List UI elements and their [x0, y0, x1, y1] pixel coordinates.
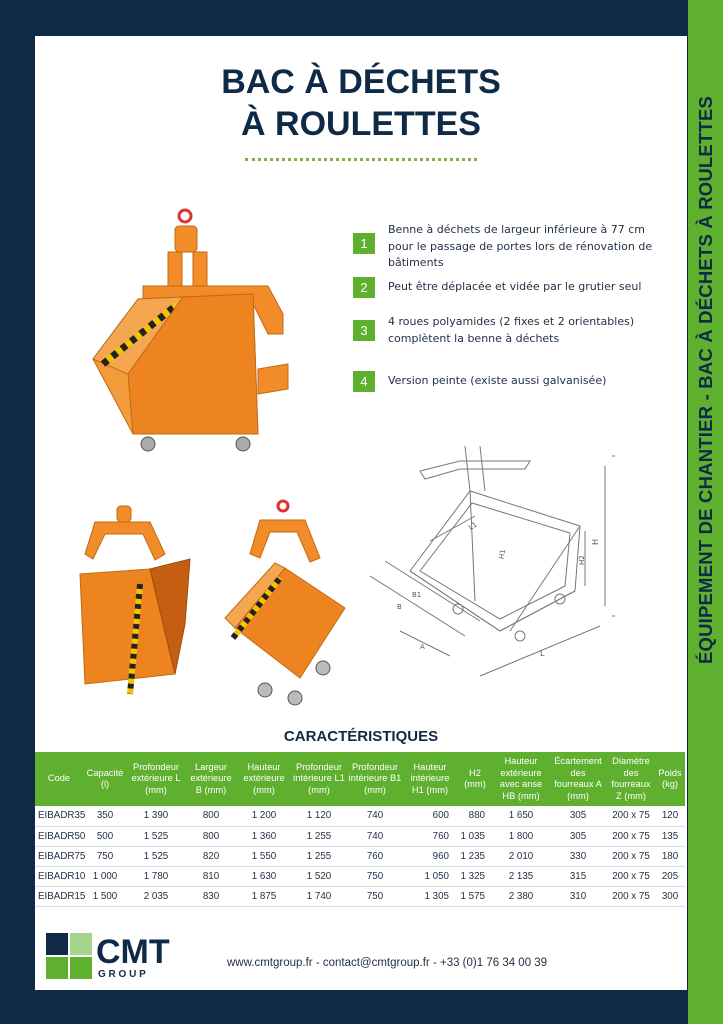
table-cell: 2 035 — [127, 886, 185, 906]
table-cell: EIBADR15 — [35, 886, 83, 906]
table-cell: 1 875 — [237, 886, 291, 906]
table-cell: 1 800 — [493, 826, 549, 846]
tipped-product-image — [55, 504, 195, 704]
page — [35, 36, 687, 990]
table-cell: 1 740 — [291, 886, 347, 906]
table-cell: 120 — [655, 806, 685, 826]
column-header: Profondeur intérieure B1 (mm) — [347, 752, 403, 806]
table-cell: 200 x 75 — [607, 866, 655, 886]
table-cell: 1 390 — [127, 806, 185, 826]
drawing-label-h: H — [591, 538, 600, 545]
table-cell: EIBADR75 — [35, 846, 83, 866]
drawing-label-h1: H1 — [497, 548, 508, 560]
specs-title: CARACTÉRISTIQUES — [283, 728, 439, 745]
table-cell: 200 x 75 — [607, 886, 655, 906]
table-cell: 760 — [403, 826, 457, 846]
table-cell: 2 010 — [493, 846, 549, 866]
column-header: Hauteur extérieure (mm) — [237, 752, 291, 806]
column-header: Diamètre des fourreaux Z (mm) — [607, 752, 655, 806]
table-cell: 1 520 — [291, 866, 347, 886]
table-cell: 800 — [185, 806, 237, 826]
column-header: Écartement des fourreaux A (mm) — [549, 752, 607, 806]
table-cell: 200 x 75 — [607, 826, 655, 846]
drawing-label-l: L — [540, 649, 545, 658]
feature-number: 2 — [353, 277, 375, 298]
table-cell: 1 255 — [291, 826, 347, 846]
feature-number: 4 — [353, 371, 375, 392]
table-cell: 2 380 — [493, 886, 549, 906]
table-cell: 1 200 — [237, 806, 291, 826]
table-cell: 135 — [655, 826, 685, 846]
table-cell: 310 — [549, 886, 607, 906]
page-title-line1: BAC À DÉCHETS — [221, 63, 501, 101]
table-cell: 1 650 — [493, 806, 549, 826]
table-cell: 200 x 75 — [607, 806, 655, 826]
table-cell: 2 135 — [493, 866, 549, 886]
cmt-group-logo — [46, 933, 186, 979]
feature-text: 4 roues polyamides (2 fixes et 2 orientables) complètent la benne à déchets — [388, 315, 635, 345]
table-cell: 205 — [655, 866, 685, 886]
table-row — [35, 866, 685, 886]
column-header: Poids (kg) — [655, 752, 685, 806]
table-row — [35, 886, 685, 906]
drawing-label-a: A — [420, 643, 425, 651]
table-cell: 1 305 — [403, 886, 457, 906]
table-cell: 1 325 — [457, 866, 493, 886]
feature-text: Peut être déplacée et vidée par le grutier seul — [388, 280, 642, 293]
table-cell: 1 550 — [237, 846, 291, 866]
table-cell: 500 — [83, 826, 127, 846]
table-cell: 1 780 — [127, 866, 185, 886]
table-cell: EIBADR10 — [35, 866, 83, 886]
drawing-label-h2: H2 — [578, 555, 586, 565]
table-cell: 1 050 — [403, 866, 457, 886]
table-cell: EIBADR50 — [35, 826, 83, 846]
side-title: ÉQUIPEMENT DE CHANTIER - BAC À DÉCHETS À ROULETTES — [695, 95, 716, 665]
table-cell: 350 — [83, 806, 127, 826]
feature-number: 3 — [353, 320, 375, 341]
logo-sub: G R O U P — [98, 969, 146, 979]
table-cell: 200 x 75 — [607, 846, 655, 866]
footer-contact: www.cmtgroup.fr - contact@cmtgroup.fr - +33 (0)1 76 34 00 39 — [227, 957, 548, 969]
table-cell: 1 120 — [291, 806, 347, 826]
table-row — [35, 826, 685, 846]
feature-number: 1 — [353, 233, 375, 254]
table-cell: 305 — [549, 806, 607, 826]
column-header: H2 (mm) — [457, 752, 493, 806]
table-cell: 750 — [83, 846, 127, 866]
table-cell: 1 500 — [83, 886, 127, 906]
table-row — [35, 846, 685, 866]
table-cell: 1 000 — [83, 866, 127, 886]
table-cell: 1 630 — [237, 866, 291, 886]
table-cell: 300 — [655, 886, 685, 906]
table-cell: 180 — [655, 846, 685, 866]
column-header: Capacité (l) — [83, 752, 127, 806]
table-cell: 1 255 — [291, 846, 347, 866]
feature-text: Benne à déchets de largeur inférieure à 77 cm pour le passage de portes lors de rénovation de bâtiments — [388, 223, 653, 269]
table-cell: EIBADR35 — [35, 806, 83, 826]
column-header: Code — [35, 752, 83, 806]
feature-text: Version peinte (existe aussi galvanisée) — [388, 374, 607, 387]
drawing-label-l1: L1 — [467, 520, 479, 532]
tipped-product-image-2 — [215, 498, 355, 710]
title-divider — [245, 158, 477, 161]
column-header: Hauteur extérieure avec anse HB (mm) — [493, 752, 549, 806]
table-cell: 960 — [403, 846, 457, 866]
table-cell: 810 — [185, 866, 237, 886]
table-cell: 330 — [549, 846, 607, 866]
column-header: Largeur extérieure B (mm) — [185, 752, 237, 806]
table-cell: 1 575 — [457, 886, 493, 906]
specs-header-row — [35, 752, 685, 806]
table-cell: 880 — [457, 806, 493, 826]
page-title-line2: À ROULETTES — [241, 105, 481, 143]
table-cell: 1 360 — [237, 826, 291, 846]
table-cell: 830 — [185, 886, 237, 906]
table-cell: 600 — [403, 806, 457, 826]
table-cell: 750 — [347, 886, 403, 906]
table-cell: 1 525 — [127, 826, 185, 846]
drawing-label-b1: B1 — [412, 591, 422, 599]
table-cell: 1 035 — [457, 826, 493, 846]
logo-name: CMT — [96, 933, 170, 971]
column-header: Hauteur intérieure H1 (mm) — [403, 752, 457, 806]
technical-drawing — [360, 431, 615, 681]
table-cell: 305 — [549, 826, 607, 846]
main-product-image — [83, 204, 298, 454]
table-cell: 800 — [185, 826, 237, 846]
table-row — [35, 806, 685, 826]
table-cell: 750 — [347, 866, 403, 886]
drawing-label-b: B — [397, 603, 402, 611]
table-cell: 740 — [347, 826, 403, 846]
table-cell: 1 235 — [457, 846, 493, 866]
table-cell: 740 — [347, 806, 403, 826]
table-cell: 760 — [347, 846, 403, 866]
table-cell: 315 — [549, 866, 607, 886]
specs-table — [35, 752, 685, 907]
table-cell: 820 — [185, 846, 237, 866]
column-header: Profondeur extérieure L (mm) — [127, 752, 185, 806]
column-header: Profondeur intérieure L1 (mm) — [291, 752, 347, 806]
table-cell: 1 525 — [127, 846, 185, 866]
